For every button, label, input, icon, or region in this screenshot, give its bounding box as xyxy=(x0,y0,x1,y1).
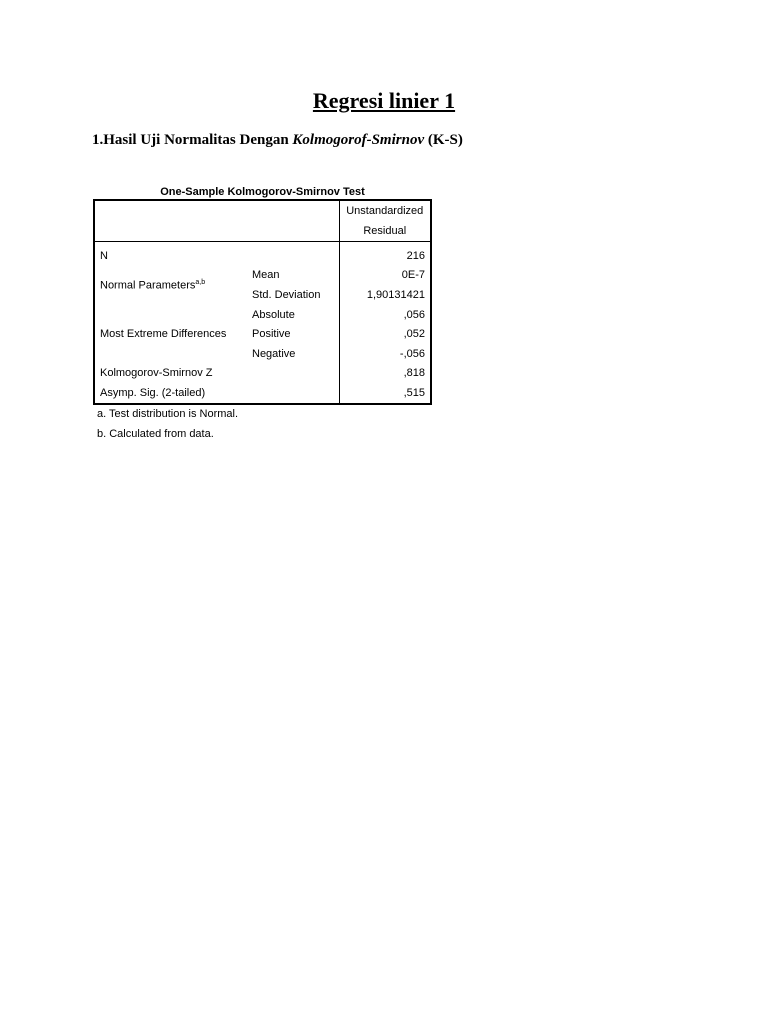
row-label-normal-parameters xyxy=(94,266,247,305)
row-label-asymp-sig: Asymp. Sig. (2-tailed) xyxy=(100,386,206,399)
value-mean: 0E-7 xyxy=(401,269,425,282)
row-sub-negative: Negative xyxy=(247,344,339,364)
table-row xyxy=(94,242,431,266)
table-row xyxy=(94,266,431,286)
table-row xyxy=(94,305,431,325)
section-heading-prefix: 1.Hasil Uji Normalitas Dengan xyxy=(92,132,293,148)
row-label-ks-z: Kolmogorov-Smirnov Z xyxy=(100,367,213,380)
document-title xyxy=(0,86,768,116)
normal-parameters-label: Normal Parameters xyxy=(100,279,196,292)
row-sub-positive: Positive xyxy=(247,324,339,344)
table-row xyxy=(94,364,431,384)
section-heading-italic: Kolmogorof-Smirnov xyxy=(292,132,425,148)
value-n: 216 xyxy=(406,249,425,262)
footnote-a: a. Test distribution is Normal. xyxy=(97,408,239,420)
value-positive: ,052 xyxy=(403,328,425,341)
row-sub-n xyxy=(247,242,339,266)
document-title-text: Regresi linier 1 xyxy=(312,88,456,113)
column-header-line1: Unstandardized xyxy=(346,205,424,217)
value-absolute: ,056 xyxy=(403,308,425,321)
table-row xyxy=(94,383,431,404)
row-sub-mean: Mean xyxy=(247,266,339,286)
table-header-row xyxy=(94,200,431,242)
section-heading xyxy=(92,130,463,150)
row-label-n: N xyxy=(100,249,108,262)
normal-parameters-footnote-ref: a,b xyxy=(195,278,206,286)
column-header-line2: Residual xyxy=(363,225,407,237)
value-std-deviation: 1,90131421 xyxy=(366,288,425,301)
section-heading-suffix: (K-S) xyxy=(424,132,463,148)
row-sub-ks-z xyxy=(247,364,339,384)
header-blank-cell xyxy=(247,200,339,242)
row-sub-std-deviation: Std. Deviation xyxy=(247,285,339,305)
value-negative: -,056 xyxy=(399,347,425,360)
row-label-most-extreme-differences: Most Extreme Differences xyxy=(100,328,227,341)
value-asymp-sig: ,515 xyxy=(403,386,425,399)
column-header xyxy=(339,200,431,242)
value-ks-z: ,818 xyxy=(403,367,425,380)
table-footnotes xyxy=(97,404,238,444)
ks-test-table xyxy=(93,199,432,405)
row-sub-absolute: Absolute xyxy=(247,305,339,325)
header-blank-cell xyxy=(94,200,247,242)
table-title: One-Sample Kolmogorov-Smirnov Test xyxy=(160,186,365,198)
footnote-b: b. Calculated from data. xyxy=(97,428,214,440)
row-sub-asymp-sig xyxy=(247,383,339,404)
